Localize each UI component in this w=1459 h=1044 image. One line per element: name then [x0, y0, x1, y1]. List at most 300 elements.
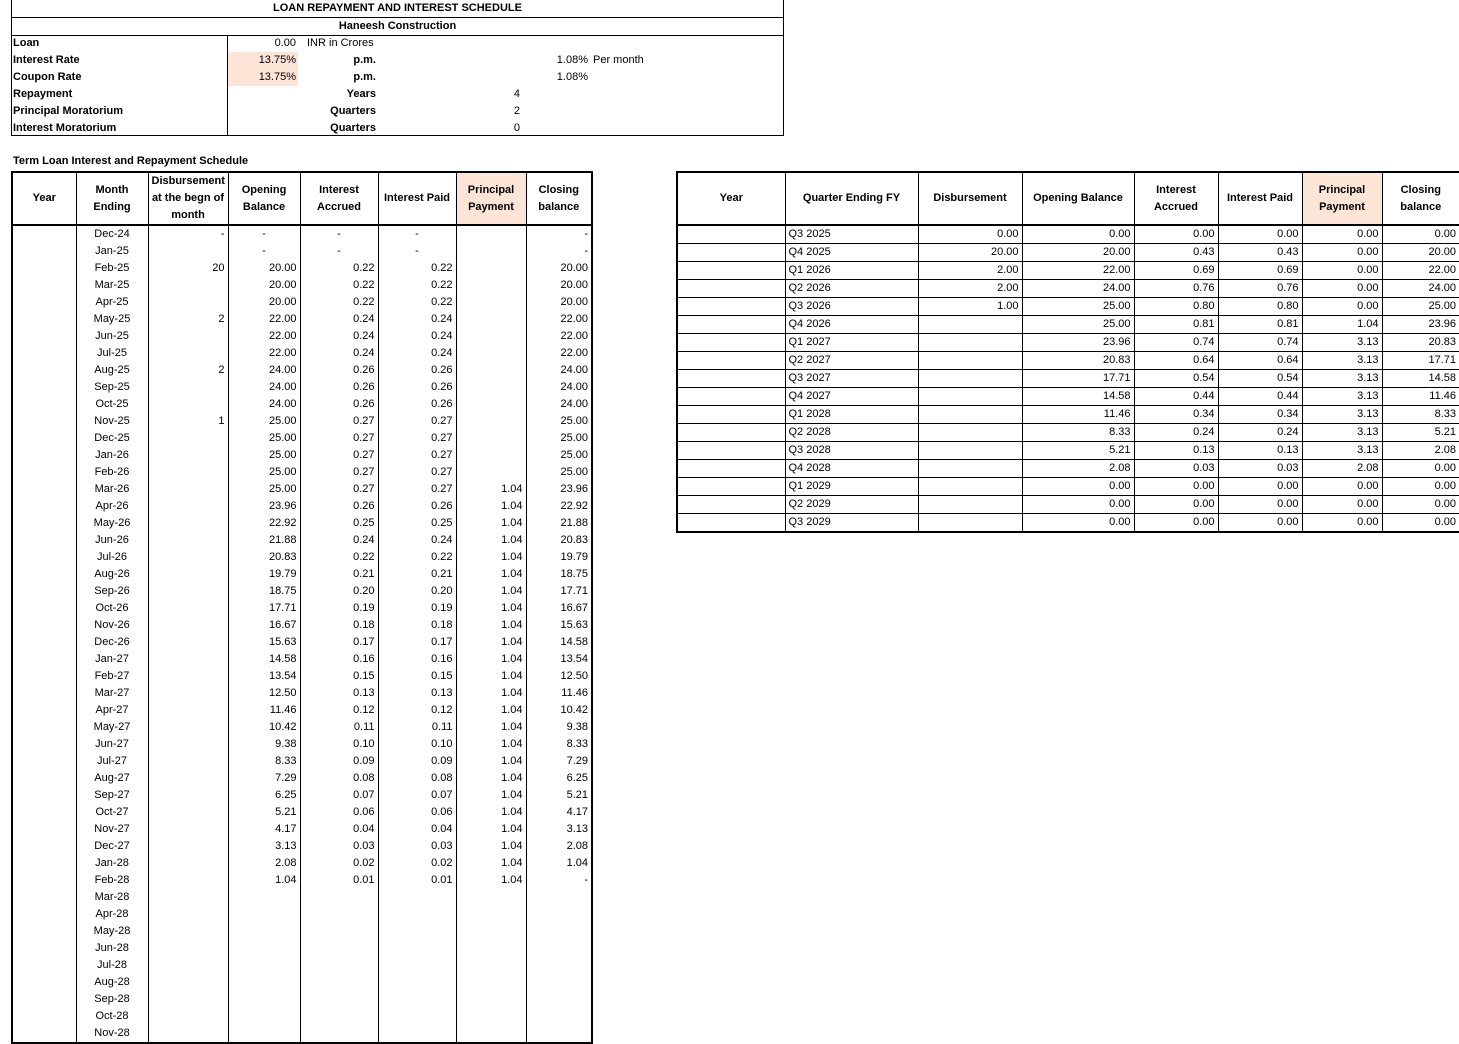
monthly-row [12, 277, 592, 294]
quarterly-row [677, 388, 1459, 406]
table-cell: Mar-27 [76, 685, 148, 702]
table-cell [456, 991, 526, 1008]
table-cell: 4.17 [228, 821, 300, 838]
table-cell: 0.81 [1134, 316, 1218, 334]
table-cell: - [228, 225, 300, 243]
summary-value: 0.00 [274, 37, 296, 49]
table-cell [918, 442, 1022, 460]
table-cell: 0.64 [1218, 352, 1302, 370]
table-cell: Apr-27 [76, 702, 148, 719]
table-cell [526, 940, 592, 957]
table-cell [300, 974, 378, 991]
table-cell: 25.00 [228, 430, 300, 447]
table-cell [148, 532, 228, 549]
table-cell [300, 1008, 378, 1025]
quarterly-row [677, 406, 1459, 424]
table-cell [12, 821, 76, 838]
table-cell [148, 906, 228, 923]
table-cell [677, 280, 785, 298]
table-cell: - [300, 225, 378, 243]
table-cell [456, 957, 526, 974]
table-cell: 0.17 [378, 634, 456, 651]
table-cell: 19.79 [228, 566, 300, 583]
summary-count [480, 52, 520, 69]
table-cell [228, 923, 300, 940]
table-cell: 1.04 [228, 872, 300, 889]
quarterly-row [677, 334, 1459, 352]
table-cell: Jan-26 [76, 447, 148, 464]
table-cell: 1.04 [456, 855, 526, 872]
table-cell: 0.19 [378, 600, 456, 617]
table-cell: May-28 [76, 923, 148, 940]
monthly-row [12, 583, 592, 600]
table-cell: 0.24 [378, 328, 456, 345]
table-cell: Mar-26 [76, 481, 148, 498]
table-cell: 23.96 [1382, 316, 1459, 334]
summary-note [593, 69, 673, 86]
table-cell [378, 940, 456, 957]
table-cell [677, 334, 785, 352]
column-header: Year [719, 192, 743, 204]
table-cell: Feb-27 [76, 668, 148, 685]
table-cell: 1.04 [456, 600, 526, 617]
table-cell: Q3 2028 [785, 442, 918, 460]
column-header: Quarter Ending FY [785, 172, 918, 225]
table-cell: Feb-26 [76, 464, 148, 481]
table-cell: 5.21 [1382, 424, 1459, 442]
table-cell: 24.00 [1382, 280, 1459, 298]
table-cell: 0.22 [300, 549, 378, 566]
table-cell [378, 974, 456, 991]
table-cell: 0.00 [1382, 225, 1459, 244]
table-cell: Dec-26 [76, 634, 148, 651]
table-cell: - [526, 243, 592, 260]
table-cell: 0.02 [300, 855, 378, 872]
table-cell: Feb-25 [76, 260, 148, 277]
table-cell: 0.00 [1022, 478, 1134, 496]
quarterly-row [677, 424, 1459, 442]
table-cell: Q4 2025 [785, 244, 918, 262]
table-cell: 1.04 [456, 617, 526, 634]
table-cell: Dec-24 [76, 225, 148, 243]
quarterly-row [677, 496, 1459, 514]
table-cell: - [300, 243, 378, 260]
table-cell: 8.33 [228, 753, 300, 770]
monthly-row [12, 447, 592, 464]
table-cell [148, 583, 228, 600]
table-cell: 15.63 [526, 617, 592, 634]
table-cell [677, 478, 785, 496]
table-cell: 1.04 [526, 855, 592, 872]
table-cell [677, 514, 785, 533]
table-cell: 7.29 [228, 770, 300, 787]
table-cell: - [228, 243, 300, 260]
table-cell: 25.00 [526, 464, 592, 481]
table-cell: 1.04 [456, 532, 526, 549]
summary-label: Repayment [13, 88, 73, 100]
summary-value [228, 103, 298, 120]
table-cell: 0.00 [1218, 514, 1302, 533]
table-cell [526, 1008, 592, 1025]
table-cell: May-26 [76, 515, 148, 532]
table-cell: May-27 [76, 719, 148, 736]
column-header: Opening Balance [1022, 172, 1134, 225]
table-cell [12, 481, 76, 498]
table-cell: 0.21 [378, 566, 456, 583]
table-cell: 0.22 [378, 260, 456, 277]
table-cell: 0.13 [378, 685, 456, 702]
table-cell: 24.00 [526, 362, 592, 379]
table-cell: 3.13 [1302, 424, 1382, 442]
table-cell [12, 1025, 76, 1043]
table-cell [12, 243, 76, 260]
summary-unit: p.m. [353, 71, 376, 83]
table-cell [456, 940, 526, 957]
monthly-row [12, 668, 592, 685]
table-cell [12, 396, 76, 413]
table-cell: 25.00 [1022, 298, 1134, 316]
monthly-row [12, 634, 592, 651]
table-cell [148, 821, 228, 838]
table-cell [456, 362, 526, 379]
table-cell: 0.03 [1218, 460, 1302, 478]
column-header: Interest Paid [1218, 172, 1302, 225]
table-cell: 0.01 [378, 872, 456, 889]
table-cell: 0.00 [1302, 514, 1382, 533]
table-cell: 20.00 [526, 294, 592, 311]
table-cell: 0.27 [378, 430, 456, 447]
table-cell: - [148, 225, 228, 243]
table-cell: Q4 2028 [785, 460, 918, 478]
monthly-row [12, 821, 592, 838]
table-cell [300, 889, 378, 906]
table-cell: 0.16 [300, 651, 378, 668]
column-header: Closing balance [526, 172, 592, 225]
table-cell [148, 566, 228, 583]
table-cell [12, 906, 76, 923]
table-cell: 0.26 [378, 379, 456, 396]
table-cell: 0.00 [1022, 514, 1134, 533]
table-cell: 0.81 [1218, 316, 1302, 334]
table-cell [677, 352, 785, 370]
table-cell: 18.75 [228, 583, 300, 600]
table-cell: Q1 2026 [785, 262, 918, 280]
summary-unit: Quarters [330, 122, 376, 134]
table-cell [12, 889, 76, 906]
table-cell [300, 923, 378, 940]
table-cell: 0.00 [1218, 478, 1302, 496]
quarterly-row [677, 352, 1459, 370]
table-cell: 24.00 [228, 379, 300, 396]
table-cell [456, 1008, 526, 1025]
table-cell [456, 430, 526, 447]
table-cell: Dec-25 [76, 430, 148, 447]
monthly-row [12, 532, 592, 549]
table-cell: Mar-25 [76, 277, 148, 294]
table-cell: 0.03 [300, 838, 378, 855]
table-cell: 20.00 [228, 294, 300, 311]
table-cell [228, 974, 300, 991]
table-cell: 23.96 [1022, 334, 1134, 352]
table-cell: Oct-25 [76, 396, 148, 413]
table-cell [228, 957, 300, 974]
table-cell [148, 702, 228, 719]
table-cell: 2.08 [1302, 460, 1382, 478]
table-cell [300, 1025, 378, 1043]
table-cell: 0.74 [1218, 334, 1302, 352]
table-cell: 0.11 [378, 719, 456, 736]
column-header: Interest Accrued [1134, 172, 1218, 225]
table-cell: 0.24 [300, 345, 378, 362]
table-cell: 0.54 [1218, 370, 1302, 388]
table-cell [148, 515, 228, 532]
table-cell [677, 460, 785, 478]
table-cell: 0.26 [300, 379, 378, 396]
table-cell [12, 583, 76, 600]
table-cell: 0.08 [300, 770, 378, 787]
table-cell [526, 974, 592, 991]
table-cell: 1.04 [456, 549, 526, 566]
table-cell: 2.08 [228, 855, 300, 872]
monthly-row [12, 396, 592, 413]
table-cell: 1.04 [456, 685, 526, 702]
table-cell: 2.08 [1382, 442, 1459, 460]
table-cell: 0.19 [300, 600, 378, 617]
table-cell: 20.00 [228, 277, 300, 294]
table-cell [148, 464, 228, 481]
table-cell: 13.54 [228, 668, 300, 685]
table-cell: 0.10 [300, 736, 378, 753]
table-cell: Sep-28 [76, 991, 148, 1008]
table-cell: 0.24 [1134, 424, 1218, 442]
table-cell [148, 481, 228, 498]
table-cell: 24.00 [526, 379, 592, 396]
table-cell [677, 406, 785, 424]
monthly-row [12, 651, 592, 668]
table-cell: 1.04 [456, 702, 526, 719]
table-cell: 0.27 [300, 447, 378, 464]
table-cell: Jul-28 [76, 957, 148, 974]
table-cell: 1.04 [456, 566, 526, 583]
table-cell: 20.00 [526, 260, 592, 277]
table-cell [12, 447, 76, 464]
table-cell: 2 [148, 311, 228, 328]
table-cell: 1.04 [456, 804, 526, 821]
table-cell: 0.00 [1134, 514, 1218, 533]
monthly-row [12, 464, 592, 481]
table-cell [12, 379, 76, 396]
table-cell: 0.22 [378, 294, 456, 311]
table-cell: - [378, 225, 456, 243]
table-cell: 3.13 [1302, 406, 1382, 424]
table-cell: 22.00 [1382, 262, 1459, 280]
table-cell: 21.88 [228, 532, 300, 549]
monthly-row [12, 770, 592, 787]
table-cell [12, 872, 76, 889]
table-cell [677, 442, 785, 460]
table-cell: 22.00 [526, 328, 592, 345]
table-cell [456, 396, 526, 413]
table-cell: 25.00 [228, 464, 300, 481]
monthly-row [12, 787, 592, 804]
table-cell: 0.26 [378, 362, 456, 379]
monthly-row [12, 872, 592, 889]
table-cell: 1.04 [456, 787, 526, 804]
summary-count: 0 [513, 122, 520, 134]
summary-count: 4 [513, 88, 520, 100]
table-cell [300, 906, 378, 923]
table-cell: 0.24 [300, 328, 378, 345]
table-cell [918, 424, 1022, 442]
table-cell [148, 872, 228, 889]
table-cell: 22.92 [228, 515, 300, 532]
table-cell: 25.00 [1382, 298, 1459, 316]
table-cell: 9.38 [228, 736, 300, 753]
table-cell [148, 634, 228, 651]
table-cell [526, 1025, 592, 1043]
table-cell: Jun-26 [76, 532, 148, 549]
table-cell: 24.00 [526, 396, 592, 413]
table-cell: 0.10 [378, 736, 456, 753]
table-cell: 1.04 [456, 634, 526, 651]
table-cell: 5.21 [526, 787, 592, 804]
summary-label: Coupon Rate [13, 71, 82, 83]
table-cell [148, 396, 228, 413]
quarterly-row [677, 244, 1459, 262]
table-cell [456, 225, 526, 243]
table-cell: 12.50 [228, 685, 300, 702]
table-cell [148, 345, 228, 362]
table-cell [378, 906, 456, 923]
summary-note: Per month [593, 54, 644, 66]
table-cell: 0.03 [1134, 460, 1218, 478]
table-cell: 0.24 [300, 311, 378, 328]
table-cell: Q2 2028 [785, 424, 918, 442]
table-cell: 0.21 [300, 566, 378, 583]
monthly-row [12, 991, 592, 1008]
table-cell [12, 600, 76, 617]
table-cell: 2.08 [1022, 460, 1134, 478]
table-cell: 1.04 [456, 651, 526, 668]
table-cell: 0.15 [300, 668, 378, 685]
table-cell [228, 991, 300, 1008]
table-cell [918, 496, 1022, 514]
table-cell [148, 787, 228, 804]
table-cell: 0.27 [300, 430, 378, 447]
table-cell: Q4 2026 [785, 316, 918, 334]
table-cell: 25.00 [228, 481, 300, 498]
monthly-row [12, 940, 592, 957]
table-cell [12, 362, 76, 379]
table-cell: 17.71 [228, 600, 300, 617]
summary-monthly-rate [540, 120, 588, 137]
table-cell: Q4 2027 [785, 388, 918, 406]
table-cell: Jul-26 [76, 549, 148, 566]
table-cell: 2 [148, 362, 228, 379]
table-cell: 0.24 [1218, 424, 1302, 442]
table-cell: Apr-26 [76, 498, 148, 515]
table-cell: 20.00 [228, 260, 300, 277]
table-cell: 25.00 [228, 413, 300, 430]
table-cell: 0.24 [378, 345, 456, 362]
table-cell [148, 753, 228, 770]
table-cell: 0.26 [378, 396, 456, 413]
table-cell [456, 379, 526, 396]
monthly-row [12, 617, 592, 634]
company-name: Haneesh Construction [11, 18, 784, 36]
table-cell: 0.00 [1302, 244, 1382, 262]
summary-unit: INR in Crores [307, 37, 374, 49]
table-cell: 2.00 [918, 280, 1022, 298]
table-cell [918, 406, 1022, 424]
table-cell: 1.04 [456, 872, 526, 889]
table-cell: Oct-27 [76, 804, 148, 821]
table-cell: 0.27 [378, 447, 456, 464]
table-cell: Apr-28 [76, 906, 148, 923]
table-cell [12, 855, 76, 872]
table-cell: Jun-28 [76, 940, 148, 957]
table-cell [677, 370, 785, 388]
table-cell [148, 804, 228, 821]
table-cell: 0.20 [300, 583, 378, 600]
table-cell: 0.34 [1134, 406, 1218, 424]
table-cell: 0.01 [300, 872, 378, 889]
monthly-row [12, 600, 592, 617]
table-cell: 0.25 [300, 515, 378, 532]
table-cell [12, 685, 76, 702]
table-cell [12, 532, 76, 549]
table-cell: 0.64 [1134, 352, 1218, 370]
table-cell: 0.17 [300, 634, 378, 651]
table-cell [456, 889, 526, 906]
table-cell [12, 430, 76, 447]
table-cell [148, 940, 228, 957]
column-header: Year [32, 192, 56, 204]
table-cell [12, 617, 76, 634]
table-cell [526, 957, 592, 974]
summary-unit: p.m. [353, 54, 376, 66]
table-cell [12, 566, 76, 583]
table-cell: Nov-26 [76, 617, 148, 634]
table-cell: 25.00 [526, 413, 592, 430]
monthly-row [12, 311, 592, 328]
table-cell: 20.83 [1022, 352, 1134, 370]
table-cell [148, 600, 228, 617]
monthly-row [12, 430, 592, 447]
quarterly-row [677, 280, 1459, 298]
table-cell [148, 991, 228, 1008]
table-cell [148, 855, 228, 872]
table-cell [456, 906, 526, 923]
table-cell [148, 447, 228, 464]
table-cell: 1.04 [456, 583, 526, 600]
table-cell: 5.21 [228, 804, 300, 821]
summary-note [593, 120, 673, 137]
table-cell: Q3 2027 [785, 370, 918, 388]
table-cell: 14.58 [526, 634, 592, 651]
table-cell [148, 719, 228, 736]
table-cell [148, 1025, 228, 1043]
table-cell: Aug-28 [76, 974, 148, 991]
table-cell: 24.00 [228, 362, 300, 379]
table-cell: 0.00 [918, 225, 1022, 244]
table-cell: 22.92 [526, 498, 592, 515]
quarterly-row [677, 514, 1459, 533]
table-cell: Q3 2025 [785, 225, 918, 244]
table-cell: 24.00 [1022, 280, 1134, 298]
table-cell [12, 787, 76, 804]
table-cell [148, 277, 228, 294]
